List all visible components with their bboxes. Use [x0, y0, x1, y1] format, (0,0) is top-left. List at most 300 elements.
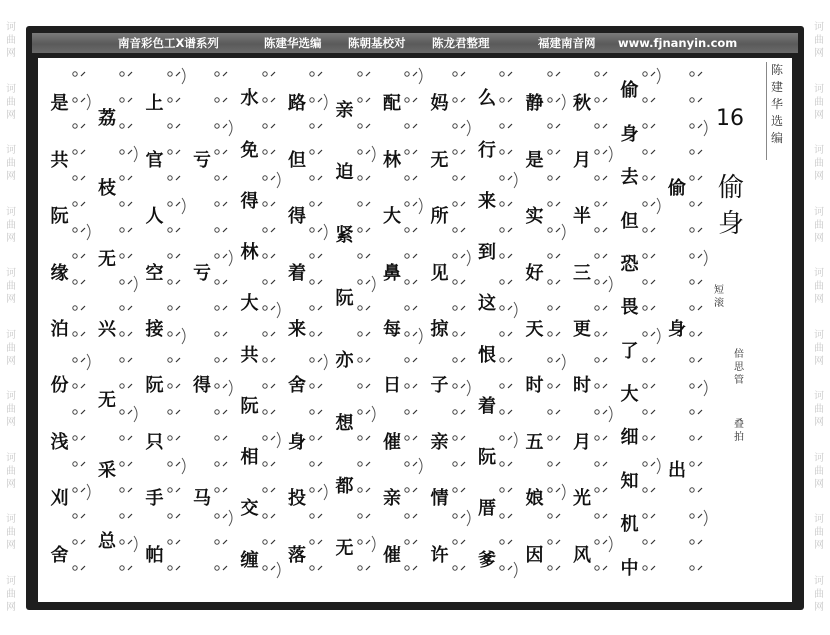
- beat-circle: [595, 98, 599, 102]
- beat-circle: [452, 72, 456, 76]
- watermark-char: 曲: [6, 465, 16, 477]
- beat-circle: [642, 202, 646, 206]
- phrase-curve: [514, 302, 517, 318]
- lyric-char: 手: [145, 488, 164, 510]
- beat-tick: [271, 176, 275, 180]
- phrase-curve: [419, 328, 422, 344]
- watermark-char: 曲: [814, 158, 824, 170]
- beat-circle: [547, 488, 551, 492]
- beat-circle: [167, 124, 171, 128]
- lyric-char: 得: [193, 375, 211, 397]
- watermark-char: 网: [814, 294, 824, 306]
- beat-tick: [461, 332, 465, 336]
- beat-tick: [461, 150, 465, 154]
- lyric-char: 接: [145, 318, 164, 340]
- beat-circle: [595, 436, 599, 440]
- beat-circle: [595, 488, 599, 492]
- phrase-curve: [562, 484, 565, 500]
- watermark-char: 网: [814, 540, 824, 552]
- beat-circle: [690, 228, 694, 232]
- phrase-curve: [229, 250, 232, 266]
- lyric-char: 着: [288, 262, 306, 284]
- site-url-link[interactable]: www.fjnanyin.com: [618, 36, 738, 50]
- watermark-group: [814, 575, 824, 614]
- beat-tick: [366, 280, 370, 284]
- beat-circle: [310, 514, 314, 518]
- beat-tick: [603, 488, 607, 492]
- beat-circle: [72, 332, 76, 336]
- beat-circle: [72, 436, 76, 440]
- beat-circle: [72, 176, 76, 180]
- watermark-char: 网: [6, 540, 16, 552]
- lyric-char: 上: [145, 93, 164, 115]
- lyric-char: 月: [573, 149, 591, 171]
- watermark-char: 曲: [814, 281, 824, 293]
- beat-circle: [72, 540, 76, 544]
- lyric-char: 刈: [50, 488, 69, 510]
- beat-circle: [310, 436, 314, 440]
- beat-tick: [271, 72, 275, 76]
- beat-tick: [366, 540, 370, 544]
- beat-tick: [318, 332, 322, 336]
- watermark-char: 曲: [6, 404, 16, 416]
- lyric-char: 情: [430, 488, 449, 510]
- beat-tick: [461, 98, 465, 102]
- lyric-char: 舍: [50, 544, 69, 566]
- watermark-char: 网: [6, 109, 16, 121]
- lyric-char: 来: [288, 318, 306, 340]
- beat-tick: [271, 488, 275, 492]
- beat-tick: [556, 436, 560, 440]
- beat-tick: [461, 514, 465, 518]
- beat-circle: [120, 358, 124, 362]
- beat-tick: [128, 566, 132, 570]
- lyric-char: 催: [383, 431, 401, 453]
- beat-circle: [690, 410, 694, 414]
- beat-tick: [128, 98, 132, 102]
- watermark-char: 网: [814, 355, 824, 367]
- beat-circle: [72, 72, 76, 76]
- beat-tick: [128, 202, 132, 206]
- beat-circle: [215, 332, 219, 336]
- beat-circle: [120, 176, 124, 180]
- site-name: 福建南音网: [538, 36, 596, 50]
- beat-circle: [642, 280, 646, 284]
- phrase-curve: [134, 276, 137, 292]
- phrase-curve: [514, 562, 517, 578]
- phrase-curve: [704, 510, 707, 526]
- beat-tick: [223, 228, 227, 232]
- beat-tick: [128, 306, 132, 310]
- lyric-char: 想: [335, 412, 354, 434]
- beat-tick: [508, 280, 512, 284]
- notation-marks: [259, 64, 283, 596]
- beat-tick: [223, 410, 227, 414]
- beat-circle: [310, 72, 314, 76]
- watermark-group: [814, 206, 824, 245]
- beat-tick: [413, 410, 417, 414]
- beat-tick: [556, 566, 560, 570]
- beat-tick: [81, 150, 85, 154]
- beat-circle: [642, 566, 646, 570]
- lyric-char: 大: [240, 293, 259, 315]
- beat-circle: [357, 150, 361, 154]
- beat-circle: [262, 566, 266, 570]
- beat-tick: [223, 124, 227, 128]
- lyric-column: [516, 58, 568, 602]
- lyric-char: 鼻: [383, 262, 401, 284]
- selector-credit: 陈建华选编: [264, 36, 322, 50]
- phrase-curve: [182, 68, 185, 84]
- beat-circle: [595, 566, 599, 570]
- phrase-curve: [229, 380, 232, 396]
- lyric-char: 份: [50, 375, 69, 397]
- beat-tick: [223, 72, 227, 76]
- beat-tick: [508, 332, 512, 336]
- beat-circle: [500, 436, 504, 440]
- beat-circle: [262, 514, 266, 518]
- beat-circle: [547, 306, 551, 310]
- lyric-char: 官: [145, 149, 164, 171]
- watermark-char: 诃: [6, 329, 16, 341]
- lyric-char: 阮: [335, 287, 354, 309]
- beat-circle: [690, 332, 694, 336]
- beat-tick: [223, 488, 227, 492]
- beat-tick: [698, 540, 702, 544]
- phrase-curve: [609, 146, 612, 162]
- beat-circle: [357, 436, 361, 440]
- beat-circle: [547, 176, 551, 180]
- beat-tick: [128, 358, 132, 362]
- lyric-char: 但: [620, 210, 639, 232]
- beat-circle: [500, 306, 504, 310]
- lyric-char: 阮: [50, 206, 69, 228]
- beat-circle: [120, 566, 124, 570]
- beat-tick: [271, 202, 275, 206]
- watermark-char: 网: [6, 171, 16, 183]
- beat-circle: [120, 98, 124, 102]
- phrase-curve: [657, 198, 660, 214]
- beat-tick: [556, 332, 560, 336]
- beat-circle: [120, 384, 124, 388]
- lyric-char: 无: [98, 389, 116, 411]
- watermark-group: [814, 21, 824, 60]
- beat-tick: [556, 514, 560, 518]
- beat-circle: [262, 98, 266, 102]
- phrase-curve: [704, 120, 707, 136]
- score-sheet: [38, 58, 792, 602]
- beat-tick: [651, 514, 655, 518]
- beat-tick: [603, 124, 607, 128]
- beat-tick: [413, 72, 417, 76]
- beat-circle: [690, 176, 694, 180]
- beat-circle: [310, 176, 314, 180]
- lyric-char: 三: [573, 262, 591, 284]
- beat-circle: [215, 514, 219, 518]
- lyric-char: 共: [50, 149, 69, 171]
- beat-tick: [651, 410, 655, 414]
- beat-circle: [120, 306, 124, 310]
- beat-tick: [698, 462, 702, 466]
- lyric-char: 舍: [288, 375, 306, 397]
- beat-circle: [547, 280, 551, 284]
- lyric-char: 好: [525, 262, 544, 284]
- watermark-group: [6, 513, 16, 552]
- lyric-column: [41, 58, 93, 602]
- beat-circle: [452, 540, 456, 544]
- beat-tick: [556, 410, 560, 414]
- phrase-curve: [657, 68, 660, 84]
- beat-circle: [500, 72, 504, 76]
- lyric-char: 风: [573, 544, 591, 566]
- beat-circle: [452, 384, 456, 388]
- phrase-curve: [134, 536, 137, 552]
- lyric-char: 缘: [50, 262, 69, 284]
- beat-circle: [262, 540, 266, 544]
- beat-circle: [262, 280, 266, 284]
- beat-circle: [595, 332, 599, 336]
- beat-circle: [452, 306, 456, 310]
- lyric-column: [88, 58, 140, 602]
- phrase-curve: [324, 354, 327, 370]
- phrase-curve: [467, 250, 470, 266]
- lyric-char: 恨: [478, 344, 496, 366]
- beat-circle: [405, 384, 409, 388]
- beat-circle: [500, 410, 504, 414]
- watermark-char: 网: [6, 232, 16, 244]
- beat-tick: [413, 514, 417, 518]
- beat-tick: [223, 566, 227, 570]
- beat-tick: [271, 228, 275, 232]
- beat-tick: [81, 280, 85, 284]
- beat-circle: [595, 540, 599, 544]
- beat-tick: [271, 98, 275, 102]
- beat-circle: [595, 228, 599, 232]
- beat-circle: [452, 176, 456, 180]
- beat-tick: [413, 436, 417, 440]
- watermark-char: 诃: [814, 83, 824, 95]
- beat-circle: [690, 280, 694, 284]
- lyric-char: 无: [430, 149, 449, 171]
- lyric-char: 荔: [98, 107, 116, 129]
- beat-tick: [603, 306, 607, 310]
- phrase-curve: [467, 510, 470, 526]
- beat-circle: [452, 280, 456, 284]
- watermark-group: [6, 329, 16, 368]
- beat-circle: [262, 488, 266, 492]
- beat-circle: [500, 332, 504, 336]
- beat-circle: [167, 358, 171, 362]
- beat-tick: [81, 202, 85, 206]
- lyric-char: 许: [430, 544, 449, 566]
- beat-tick: [508, 150, 512, 154]
- watermark-char: 网: [814, 417, 824, 429]
- beat-circle: [120, 202, 124, 206]
- beat-circle: [215, 202, 219, 206]
- beat-tick: [508, 254, 512, 258]
- lyric-char: 机: [620, 514, 639, 536]
- beat-tick: [318, 384, 322, 388]
- beat-circle: [310, 202, 314, 206]
- beat-circle: [642, 436, 646, 440]
- lyric-char: 畏: [620, 297, 639, 319]
- beat-tick: [176, 176, 180, 180]
- watermark-group: [814, 329, 824, 368]
- beat-circle: [500, 228, 504, 232]
- lyric-char: 但: [288, 149, 306, 171]
- beat-tick: [81, 566, 85, 570]
- beat-tick: [176, 202, 180, 206]
- phrase-curve: [229, 510, 232, 526]
- lyric-char: 路: [288, 93, 306, 115]
- beat-circle: [690, 202, 694, 206]
- phrase-curve: [657, 458, 660, 474]
- beat-tick: [223, 254, 227, 258]
- beat-circle: [595, 514, 599, 518]
- beat-circle: [405, 72, 409, 76]
- lyric-char: 妈: [430, 93, 449, 115]
- beat-tick: [556, 202, 560, 206]
- beat-tick: [651, 176, 655, 180]
- beat-circle: [357, 540, 361, 544]
- lyric-char: 兴: [98, 319, 116, 340]
- lyric-char: 交: [240, 498, 259, 520]
- beat-tick: [413, 358, 417, 362]
- watermark-char: 网: [814, 478, 824, 490]
- beat-circle: [310, 124, 314, 128]
- beat-circle: [262, 436, 266, 440]
- beat-tick: [366, 254, 370, 258]
- beat-circle: [72, 150, 76, 154]
- beat-circle: [595, 72, 599, 76]
- lyric-char: 因: [525, 544, 544, 566]
- phrase-curve: [372, 536, 375, 552]
- beat-circle: [357, 124, 361, 128]
- phrase-curve: [277, 562, 280, 578]
- beat-tick: [461, 436, 465, 440]
- beat-tick: [366, 176, 370, 180]
- beat-tick: [461, 72, 465, 76]
- beat-circle: [595, 306, 599, 310]
- beat-tick: [413, 384, 417, 388]
- beat-circle: [642, 98, 646, 102]
- phrase-curve: [324, 94, 327, 110]
- beat-tick: [223, 150, 227, 154]
- watermark-char: 网: [814, 171, 824, 183]
- beat-tick: [366, 306, 370, 310]
- beat-tick: [603, 436, 607, 440]
- lyric-char: 知: [620, 470, 639, 492]
- beat-circle: [642, 150, 646, 154]
- watermark-right: [808, 0, 830, 635]
- beat-circle: [547, 540, 551, 544]
- lyric-char: 厝: [478, 498, 496, 520]
- beat-circle: [72, 488, 76, 492]
- watermark-char: 诃: [814, 452, 824, 464]
- beat-circle: [405, 514, 409, 518]
- beat-tick: [603, 514, 607, 518]
- lyric-char: 无: [335, 538, 354, 560]
- beat-tick: [176, 332, 180, 336]
- phrase-curve: [657, 328, 660, 344]
- phrase-curve: [87, 484, 90, 500]
- lyric-char: 恐: [620, 253, 639, 275]
- beat-tick: [176, 462, 180, 466]
- beat-circle: [120, 436, 124, 440]
- beat-tick: [271, 332, 275, 336]
- beat-tick: [318, 462, 322, 466]
- beat-circle: [310, 540, 314, 544]
- phrase-curve: [134, 146, 137, 162]
- beat-tick: [461, 228, 465, 232]
- beat-tick: [81, 254, 85, 258]
- lyric-column: [183, 58, 235, 602]
- beat-tick: [508, 462, 512, 466]
- beat-tick: [176, 566, 180, 570]
- beat-circle: [452, 488, 456, 492]
- beat-circle: [215, 176, 219, 180]
- beat-tick: [508, 358, 512, 362]
- beat-circle: [310, 462, 314, 466]
- beat-tick: [508, 124, 512, 128]
- notation-marks: [401, 64, 425, 596]
- beat-tick: [223, 306, 227, 310]
- beat-tick: [461, 124, 465, 128]
- lyric-column: [326, 58, 378, 602]
- beat-tick: [366, 332, 370, 336]
- beat-tick: [413, 254, 417, 258]
- beat-tick: [223, 540, 227, 544]
- lyric-char: 采: [98, 460, 116, 481]
- beat-circle: [310, 566, 314, 570]
- watermark-char: 诃: [6, 83, 16, 95]
- phrase-curve: [419, 68, 422, 84]
- beat-tick: [556, 98, 560, 102]
- beat-tick: [128, 488, 132, 492]
- lyric-char: 是: [50, 93, 69, 115]
- lyric-char: 亲: [430, 431, 449, 453]
- beat-tick: [508, 306, 512, 310]
- beat-circle: [215, 280, 219, 284]
- beat-tick: [318, 228, 322, 232]
- beat-tick: [508, 228, 512, 232]
- beat-tick: [271, 566, 275, 570]
- beat-circle: [167, 384, 171, 388]
- beat-circle: [642, 306, 646, 310]
- beat-circle: [167, 228, 171, 232]
- beat-tick: [81, 332, 85, 336]
- beat-tick: [603, 72, 607, 76]
- beat-tick: [556, 254, 560, 258]
- beat-tick: [461, 462, 465, 466]
- watermark-group: [814, 390, 824, 429]
- beat-circle: [595, 176, 599, 180]
- beat-tick: [176, 488, 180, 492]
- beat-circle: [405, 202, 409, 206]
- lyric-char: 去: [620, 167, 639, 189]
- beat-circle: [72, 566, 76, 570]
- beat-circle: [167, 254, 171, 258]
- beat-tick: [176, 150, 180, 154]
- beat-circle: [547, 228, 551, 232]
- phrase-curve: [609, 536, 612, 552]
- beat-tick: [81, 514, 85, 518]
- beat-circle: [690, 514, 694, 518]
- beat-tick: [223, 436, 227, 440]
- lyric-column: [658, 58, 710, 602]
- beat-circle: [357, 566, 361, 570]
- beat-tick: [508, 410, 512, 414]
